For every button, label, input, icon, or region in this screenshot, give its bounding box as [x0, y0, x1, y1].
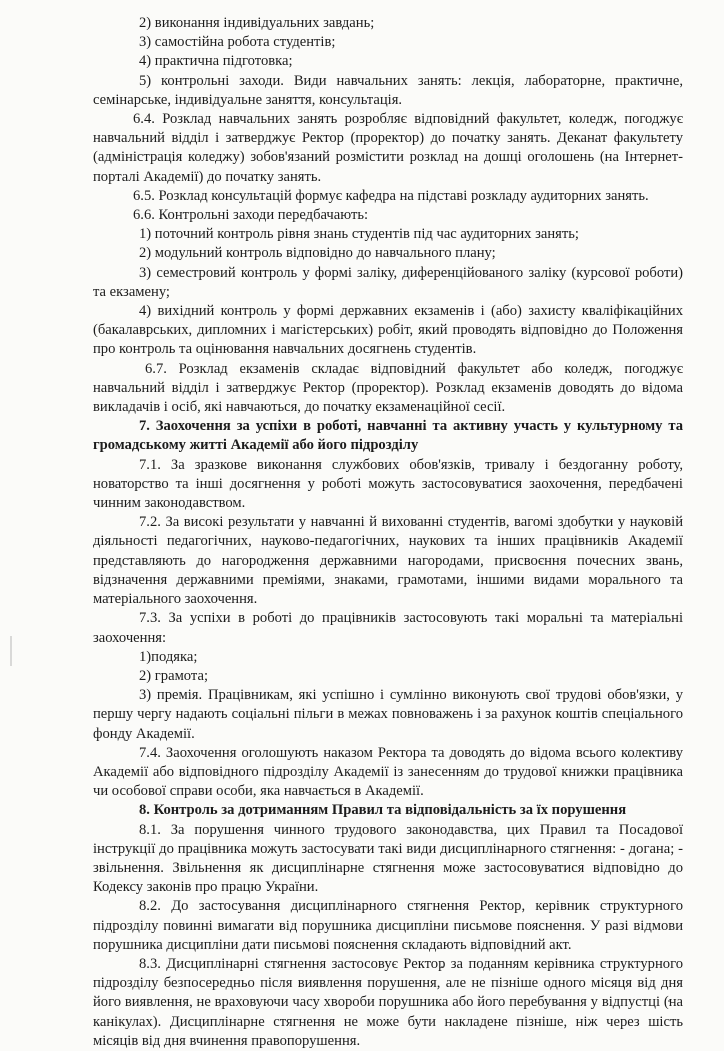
list-item: 4) практична підготовка; — [139, 53, 293, 70]
paragraph: 6.5. Розклад консультацій формує кафедра на підставі розкладу аудиторних занять. — [133, 187, 649, 204]
paragraph: 7.1. За зразкове виконання службових обов'язків, тривалу і бездоганну роботу, новаторство та інші досягнення у роботі можуть застосовуватися заохочення, передбачені чинним законодавством. — [93, 456, 683, 512]
list-item: 2) модульний контроль відповідно до навчального плану; — [139, 245, 496, 262]
paragraph: 8.3. Дисциплінарні стягнення застосовує Ректор за поданням керівника структурного підрозділу безпосередньо після виявлення порушення, але не пізніше одного місяця від дня його виявлення, не враховуючи часу хвороби порушника або його перебування у відпустці (на канікулах). Дисциплінарне стягнення не може бути накладене пізніше, ніж через шість місяців від дня вчинення правопорушення. — [93, 955, 683, 1049]
list-item: 1)подяка; — [139, 648, 198, 665]
list-item: 2) грамота; — [139, 667, 208, 684]
paragraph: 6.4. Розклад навчальних занять розробляє відповідний факультет, коледж, погоджує навчальний відділ і затверджує Ректор (проректор) до початку занять. Деканат факультету (адміністрація коледжу) зобов'язаний розмістити розклад на дошці оголошень (на Інтернет-порталі Академії) до початку занять. — [93, 111, 683, 185]
document-body — [93, 14, 683, 1051]
list-item: 3) премія. Працівникам, які успішно і сумлінно виконують свої трудові обов'язки, у першу чергу надають соціальні пільги в межах повноважень і за рахунок коштів спеціального фонду Академії. — [93, 687, 683, 742]
list-item: 5) контрольні заходи. Види навчальних занять: лекція, лабораторне, практичне, семінарське, індивідуальне заняття, консультація. — [93, 72, 683, 108]
list-item: 3) семестровий контроль у формі заліку, диференційованого заліку (курсової роботи) та екзамену; — [93, 264, 683, 300]
section-heading: 7. Заохочення за успіхи в роботі, навчанні та активну участь у культурному та громадському житті Академії або його підрозділу — [93, 418, 683, 454]
paragraph: 7.2. За високі результати у навчанні й вихованні студентів, вагомі здобутки у науковій діяльності педагогічних, науково-педагогічних, наукових та інших працівників Академії представляють до нагородження державними нагородами, присвоєння почесних звань, відзначення державними преміями, знаками, грамотами, іншими видами морального та матеріального заохочення. — [93, 514, 683, 608]
paragraph: 6.6. Контрольні заходи передбачають: — [133, 207, 369, 224]
list-item: 3) самостійна робота студентів; — [139, 34, 336, 51]
list-item: 1) поточний контроль рівня знань студентів під час аудиторних занять; — [139, 226, 579, 243]
paragraph: 8.2. До застосування дисциплінарного стягнення Ректор, керівник структурного підрозділу повинні вимагати від порушника дисципліни письмове пояснення. У разі відмови порушника дисципліни дати письмові пояснення складають відповідний акт. — [93, 898, 683, 953]
list-item: 4) вихідний контроль у формі державних екзаменів і (або) захисту кваліфікаційних (бакалаврських, дипломних і магістерських) робіт, який проводять відповідно до Положення про контроль та оцінювання навчальних досягнень студентів. — [93, 303, 683, 358]
list-item: 2) виконання індивідуальних завдань; — [139, 15, 375, 31]
paragraph: 7.4. Заохочення оголошують наказом Ректора та доводять до відома всього колективу Академії або відповідного підрозділу Академії із занесенням до трудової книжки працівника чи особової справи особи, яка навчається в Академії. — [93, 744, 683, 800]
scan-mark-left — [10, 636, 12, 666]
section-heading: 8. Контроль за дотриманням Правил та відповідальність за їх порушення — [139, 802, 627, 819]
paragraph: 6.7. Розклад екзаменів складає відповідний факультет або коледж, погоджує навчальний відділ і затверджує Ректор (проректор). Розклад екзаменів доводять до відома викладачів і осіб, які навчаються, до початку екзаменаційної сесії. — [93, 360, 683, 416]
paragraph: 7.3. За успіхи в роботі до працівників застосовують такі моральні та матеріальні заохочення: — [93, 610, 683, 646]
paragraph: 8.1. За порушення чинного трудового законодавства, цих Правил та Посадової інструкції до працівника можуть застосувати такі види дисциплінарного стягнення: - догана; - звільнення. Звільнення як дисциплінарне стягнення може застосовуватися відповідно до Кодексу законів про працю України. — [93, 821, 683, 896]
